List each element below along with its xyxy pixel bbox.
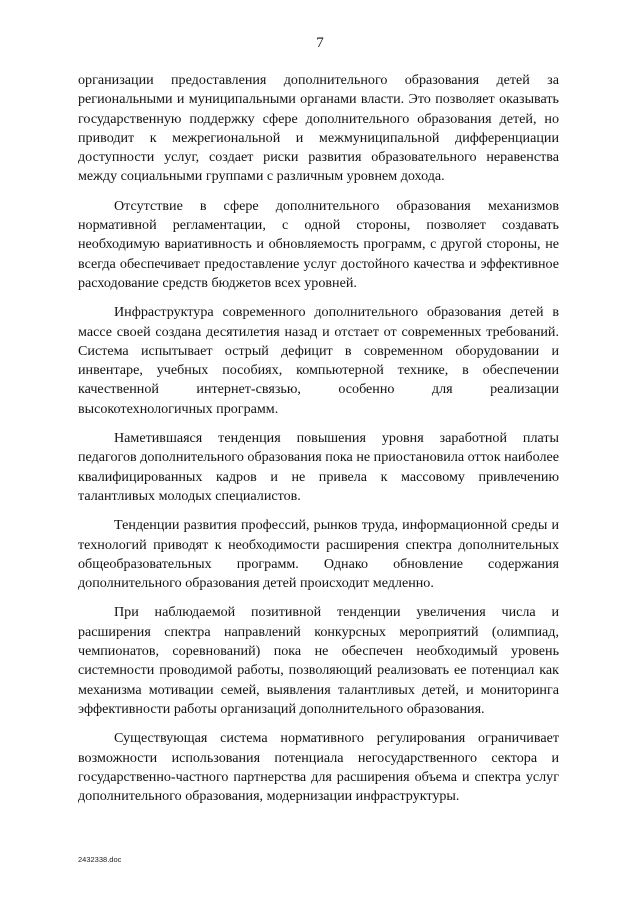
page-number: 7	[316, 35, 324, 51]
paragraph-continuation: организации предоставления дополнительного образования детей за региональными и муниципальными органами власти. Это позволяет оказывать государственную поддержку сфере дополнительного образования детей, но приводит к межрегиональной и межмуниципальной дифференциации доступности услуг, создает риски развития образовательного неравенства между социальными группами с различным уровнем дохода.	[78, 72, 559, 185]
paragraph-regulation: Отсутствие в сфере дополнительного образования механизмов нормативной регламентации, с одной стороны, позволяет создавать необходимую вариативность и обновляемость программ, с другой стороны, не всегда обеспечивает предоставление услуг достойного качества и эффективное расходование средств бюджетов всех уровней.	[78, 197, 559, 291]
paragraph-infrastructure: Инфраструктура современного дополнительного образования детей в массе своей создана десятилетия назад и отстает от современных требований. Система испытывает острый дефицит в современном оборудовании и инвентаре, учебных пособиях, компьютерной технике, в обеспечении качественной интернет-связью, особенно для реализации высокотехнологичных программ.	[78, 304, 559, 417]
paragraph-salary: Наметившаяся тенденция повышения уровня заработной платы педагогов дополнительного образования пока не приостановила отток наиболее квалифицированных кадров и не привела к массовому привлечению талантливых молодых специалистов.	[78, 430, 559, 504]
paragraph-trends: Тенденции развития профессий, рынков труда, информационной среды и технологий приводят к необходимости расширения спектра дополнительных общеобразовательных программ. Однако обновление содержания дополнительного образования детей происходит медленно.	[78, 517, 559, 592]
paragraph-normative-system: Существующая система нормативного регулирования ограничивает возможности использования потенциала негосударственного сектора и государственно-частного партнерства для расширения объема и спектра услуг дополнительного образования, модернизации инфраструктуры.	[78, 730, 559, 805]
paragraph-competitions: При наблюдаемой позитивной тенденции увеличения числа и расширения спектра направлений конкурсных мероприятий (олимпиад, чемпионатов, соревнований) пока не обеспечен необходимый уровень системности проводимой работы, позволяющий реализовать ее потенциал как механизма мотивации семей, выявления талантливых детей, и мониторинга эффективности работы организаций дополнительного образования.	[78, 604, 559, 717]
document-body	[78, 71, 559, 816]
footer-file-name: 2432338.doc	[78, 855, 122, 864]
